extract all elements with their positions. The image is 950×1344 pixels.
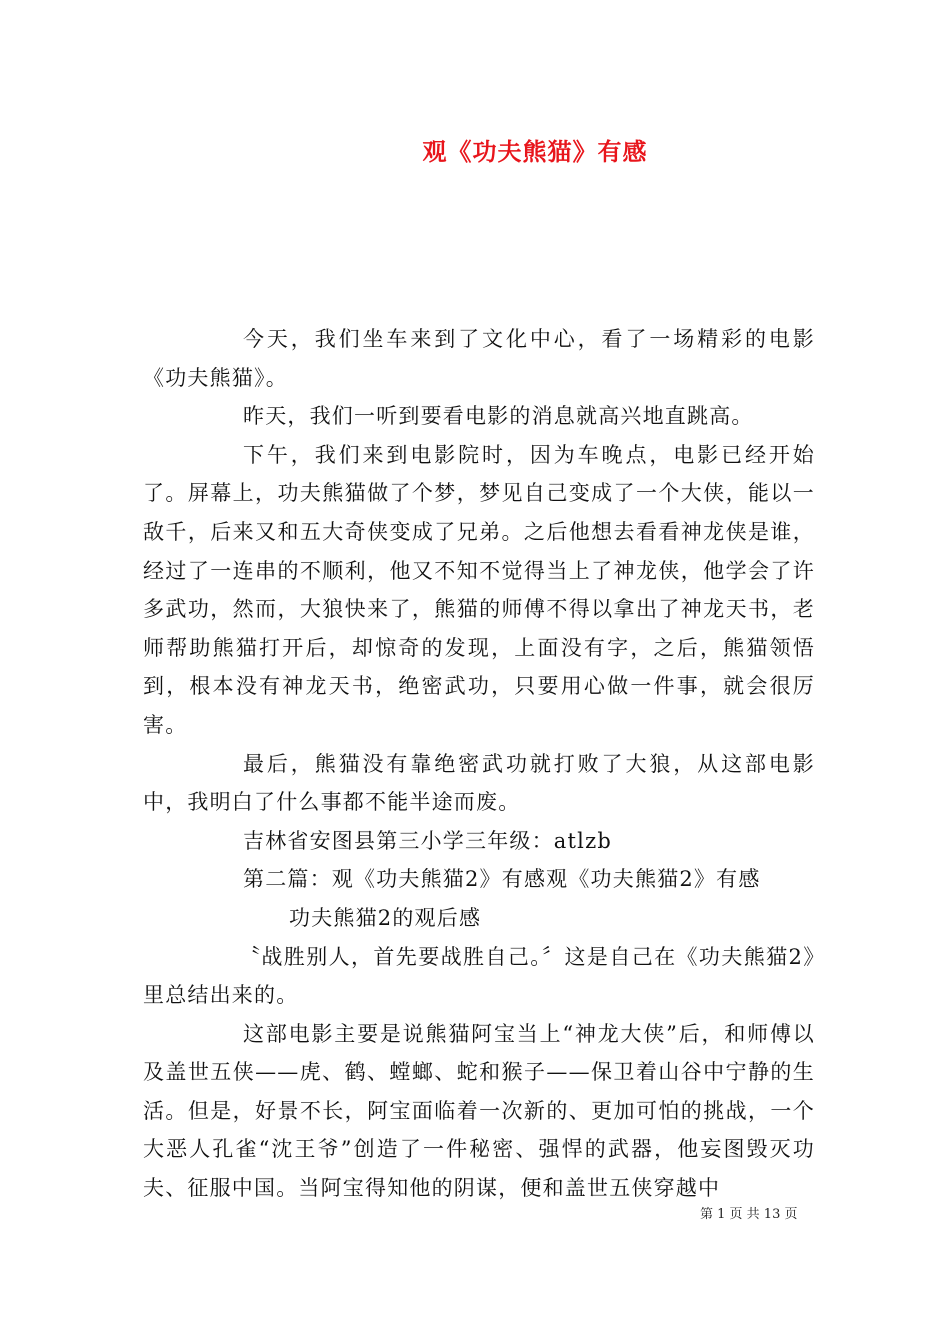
- paragraph-2: 昨天，我们一听到要看电影的消息就高兴地直跳高。: [243, 404, 754, 429]
- paragraph-1: 今天，我们坐车来到了文化中心，看了一场精彩的电影《功夫熊猫》。: [143, 327, 815, 390]
- second-article-heading: 第二篇：观《功夫熊猫2》有感观《功夫熊猫2》有感: [243, 867, 761, 892]
- paragraph-3: 下午，我们来到电影院时，因为车晚点，电影已经开始了。屏幕上，功夫熊猫做了个梦，梦见自己变成了一个大侠，能以一敌千，后来又和五大奇侠变成了兄弟。之后他想去看看神龙侠是谁，经过了一连串的不顺利，他又不知不觉得当上了神龙侠，他学会了许多武功，然而，大狼快来了，熊猫的师傅不得以拿出了神龙天书，老师帮助熊猫打开后，却惊奇的发现，上面没有字，之后，熊猫领悟到，根本没有神龙天书，绝密武功，只要用心做一件事，就会很厉害。: [143, 442, 815, 737]
- document-body: [143, 320, 815, 1208]
- author-line: 吉林省安图县第三小学三年级：atlzb: [243, 828, 612, 853]
- page-number-footer: 第 1 页 共 13 页: [700, 1207, 798, 1222]
- document-title: 观《功夫熊猫》有感: [422, 137, 648, 166]
- paragraph-quote: 〝战胜别人，首先要战胜自己。〞这是自己在《功夫熊猫2》里总结出来的。: [143, 944, 815, 1008]
- paragraph-4: 最后，熊猫没有靠绝密武功就打败了大狼，从这部电影中，我明白了什么事都不能半途而废。: [143, 751, 815, 815]
- second-article-subtitle: 功夫熊猫2的观后感: [289, 905, 482, 930]
- paragraph-summary: 这部电影主要是说熊猫阿宝当上“神龙大侠”后，和师傅以及盖世五侠——虎、鹤、螳螂、蛇和猴子——保卫着山谷中宁静的生活。但是，好景不长，阿宝面临着一次新的、更加可怕的挑战，一个大恶人孔雀“沈王爷”创造了一件秘密、强悍的武器，他妄图毁灭功夫、征服中国。当阿宝得知他的阴谋，便和盖世五侠穿越中: [143, 1021, 815, 1201]
